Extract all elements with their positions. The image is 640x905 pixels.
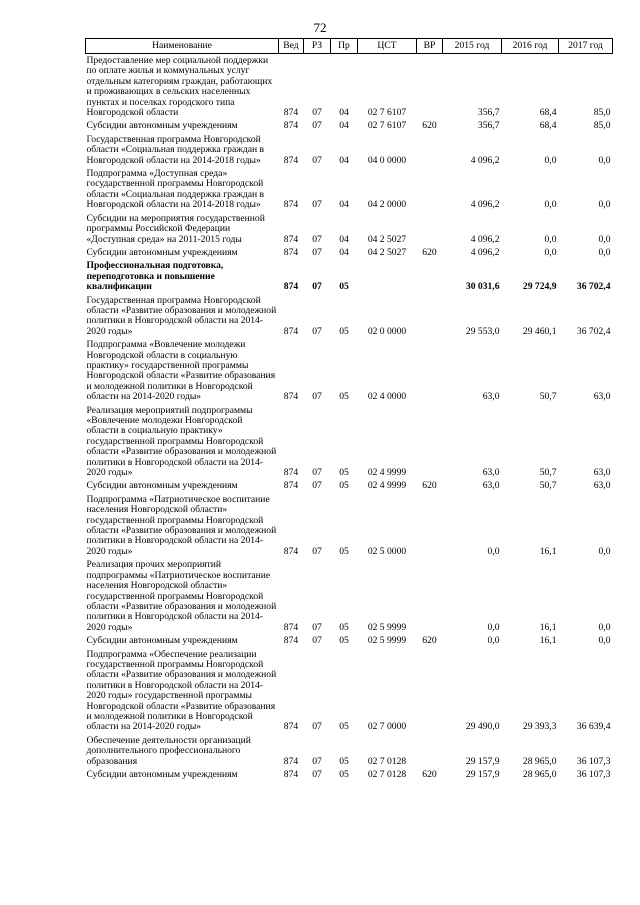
- cell-name: Подпрограмма «Обеспечение реализации государственной программы Новгородской области «Развитие образования и молодежной политики в Новгородской области на 2014-2020 годы» государственной программы Новгородской области «Развитие образования и молодежной политики в Новгородской области на 2014-2020 годы»: [86, 648, 277, 733]
- cell-cst: 02 7 0128: [367, 769, 407, 780]
- cell-2015: 63,0: [482, 480, 500, 492]
- cell-ved: 874: [283, 281, 299, 293]
- cell-cst: 04 2 5027: [367, 233, 407, 245]
- cell-vr: 620: [422, 635, 437, 647]
- cell-2016: 28 965,0: [522, 755, 557, 767]
- cell-vr: [417, 167, 443, 212]
- table-row: [86, 133, 613, 167]
- table-row: [86, 54, 613, 120]
- cell-name: Субсидии автономным учреждениям: [86, 480, 238, 492]
- cell-2016: 28 965,0: [522, 769, 557, 780]
- cell-cst: 02 5 9999: [367, 621, 407, 633]
- table-row: [86, 404, 613, 480]
- cell-2015: 63,0: [482, 467, 500, 479]
- table-row: [86, 294, 613, 339]
- cell-cst: 02 7 6107: [367, 107, 407, 119]
- cell-ved: 874: [283, 120, 299, 132]
- cell-2015: 0,0: [487, 635, 500, 647]
- cell-vr: 620: [422, 246, 437, 258]
- table-row: [86, 768, 613, 781]
- table-row: [86, 338, 613, 403]
- cell-pr: 05: [339, 325, 349, 337]
- cell-2015: 29 553,0: [465, 325, 500, 337]
- page-number: 72: [313, 20, 327, 35]
- cell-vr: [417, 294, 443, 339]
- cell-vr: 620: [422, 480, 437, 492]
- cell-2016: 29 460,1: [522, 325, 557, 337]
- cell-cst: 02 5 0000: [367, 545, 407, 557]
- cell-2015: 4 096,2: [470, 233, 500, 245]
- cell-pr: 05: [339, 755, 349, 767]
- cell-vr: [417, 212, 443, 246]
- header-name: Наименование: [86, 39, 279, 54]
- cell-2017: 0,0: [598, 233, 611, 245]
- cell-2016: 50,7: [539, 467, 557, 479]
- cell-ved: 874: [283, 246, 299, 258]
- cell-name: Государственная программа Новгородской области «Социальная поддержка граждан в Новгородской области на 2014-2018 годы»: [86, 133, 265, 166]
- cell-2016: 0,0: [544, 199, 557, 211]
- cell-2015: 29 157,9: [465, 755, 500, 767]
- cell-name: Реализация прочих мероприятий подпрограммы «Патриотическое воспитание населения Новгородской области» государственной программы Новгородской области «Развитие образования и молодежной политики в Новгородской области на 2014-2020 годы»: [86, 559, 277, 633]
- cell-pr: 04: [339, 233, 349, 245]
- cell-2016: 0,0: [544, 154, 557, 166]
- cell-2017: 63,0: [593, 480, 611, 492]
- cell-ved: 874: [283, 621, 299, 633]
- cell-pr: 05: [339, 545, 349, 557]
- cell-pr: 04: [339, 154, 349, 166]
- cell-vr: [417, 404, 443, 480]
- cell-cst: 02 0 0000: [367, 325, 407, 337]
- cell-2017: 36 702,4: [576, 325, 611, 337]
- cell-vr: [417, 259, 443, 293]
- cell-pr: 05: [339, 480, 349, 492]
- cell-2017: 85,0: [593, 107, 611, 119]
- cell-name: Профессиональная подготовка, переподготовка и повышение квалификации: [86, 260, 224, 293]
- cell-ved: 874: [283, 545, 299, 557]
- header-row: [86, 39, 613, 54]
- header-pr: Пр: [331, 39, 358, 54]
- table-row: [86, 634, 613, 647]
- cell-cst: 02 7 0000: [367, 721, 407, 733]
- header-rz: РЗ: [304, 39, 331, 54]
- cell-ved: 874: [283, 480, 299, 492]
- cell-vr: [417, 338, 443, 403]
- cell-ved: 874: [283, 233, 299, 245]
- cell-2015: 29 490,0: [465, 721, 500, 733]
- cell-2015: 4 096,2: [470, 246, 500, 258]
- cell-2017: 36 107,3: [576, 769, 611, 780]
- cell-cst: 02 4 9999: [367, 480, 407, 492]
- cell-name: Подпрограмма «Патриотическое воспитание населения Новгородской области» государственной программы Новгородской области «Развитие образования и молодежной политики в Новгородской области на 2014-2020 годы»: [86, 493, 277, 557]
- cell-2015: 356,7: [477, 120, 500, 132]
- cell-2017: 0,0: [598, 545, 611, 557]
- cell-rz: 07: [312, 721, 322, 733]
- cell-cst: 04 2 0000: [367, 199, 407, 211]
- cell-pr: 05: [339, 635, 349, 647]
- cell-pr: 04: [339, 199, 349, 211]
- cell-rz: 07: [312, 769, 322, 780]
- cell-ved: 874: [283, 199, 299, 211]
- cell-name: Подпрограмма «Вовлечение молодежи Новгородской области в социальную практику» государственной программы Новгородской области «Развитие образования и молодежной политики в Новгородской области на 2014-2020 годы»: [86, 339, 276, 403]
- table-row: [86, 259, 613, 293]
- cell-pr: 05: [339, 281, 349, 293]
- table-row: [86, 558, 613, 634]
- cell-vr: [417, 734, 443, 768]
- cell-2016: 68,4: [539, 107, 557, 119]
- cell-ved: 874: [283, 107, 299, 119]
- cell-rz: 07: [312, 755, 322, 767]
- header-vr: ВР: [417, 39, 443, 54]
- cell-2015: 0,0: [487, 621, 500, 633]
- cell-2016: 0,0: [544, 246, 557, 258]
- cell-2017: 63,0: [593, 391, 611, 403]
- cell-2016: 29 393,3: [522, 721, 557, 733]
- cell-rz: 07: [312, 120, 322, 132]
- cell-ved: 874: [283, 755, 299, 767]
- cell-vr: [417, 648, 443, 734]
- cell-2016: 16,1: [539, 635, 557, 647]
- table-row: [86, 479, 613, 492]
- cell-2016: 16,1: [539, 545, 557, 557]
- table-row: [86, 119, 613, 132]
- cell-vr: [417, 558, 443, 634]
- cell-rz: 07: [312, 545, 322, 557]
- table-row: [86, 648, 613, 734]
- cell-rz: 07: [312, 467, 322, 479]
- cell-2015: 4 096,2: [470, 199, 500, 211]
- cell-rz: 07: [312, 107, 322, 119]
- cell-rz: 07: [312, 391, 322, 403]
- table-row: [86, 734, 613, 768]
- header-2017: 2017 год: [559, 39, 613, 54]
- cell-2016: 29 724,9: [522, 281, 557, 293]
- header-2016: 2016 год: [502, 39, 559, 54]
- cell-2017: 0,0: [598, 635, 611, 647]
- cell-cst: 02 5 9999: [367, 635, 407, 647]
- cell-rz: 07: [312, 281, 322, 293]
- cell-2015: 356,7: [477, 107, 500, 119]
- cell-cst: 02 7 6107: [367, 120, 407, 132]
- cell-2017: 0,0: [598, 154, 611, 166]
- table-row: [86, 493, 613, 558]
- cell-pr: 05: [339, 391, 349, 403]
- cell-2015: 0,0: [487, 545, 500, 557]
- cell-rz: 07: [312, 635, 322, 647]
- table-body: [86, 54, 613, 782]
- cell-pr: 04: [339, 107, 349, 119]
- cell-rz: 07: [312, 480, 322, 492]
- header-ved: Вед: [279, 39, 304, 54]
- cell-rz: 07: [312, 621, 322, 633]
- cell-2016: 50,7: [539, 391, 557, 403]
- cell-2015: 30 031,6: [465, 281, 500, 293]
- cell-name: Обеспечение деятельности организаций дополнительного профессионального образования: [86, 734, 251, 767]
- cell-2016: 16,1: [539, 621, 557, 633]
- cell-rz: 07: [312, 325, 322, 337]
- header-cst: ЦСТ: [358, 39, 417, 54]
- cell-cst: 02 4 9999: [367, 467, 407, 479]
- cell-pr: 05: [339, 621, 349, 633]
- cell-rz: 07: [312, 233, 322, 245]
- cell-2015: 63,0: [482, 391, 500, 403]
- cell-cst: 04 2 5027: [367, 246, 407, 258]
- table-row: [86, 212, 613, 246]
- cell-name: Субсидии автономным учреждениям: [86, 635, 238, 647]
- cell-pr: 05: [339, 721, 349, 733]
- cell-pr: 04: [339, 246, 349, 258]
- cell-2017: 36 107,3: [576, 755, 611, 767]
- cell-cst: 04 0 0000: [367, 154, 407, 166]
- header-2015: 2015 год: [443, 39, 502, 54]
- cell-2015: 4 096,2: [470, 154, 500, 166]
- cell-vr: [417, 493, 443, 558]
- cell-name: Субсидии автономным учреждениям: [86, 246, 238, 258]
- table-row: [86, 246, 613, 259]
- cell-name: Субсидии автономным учреждениям: [86, 769, 238, 780]
- table-row: [86, 167, 613, 212]
- cell-name: Подпрограмма «Доступная среда» государственной программы Новгородской области «Социальная поддержка граждан в Новгородской области на 2014-2018 годы»: [86, 168, 265, 211]
- cell-2017: 85,0: [593, 120, 611, 132]
- cell-2017: 0,0: [598, 199, 611, 211]
- cell-2016: 0,0: [544, 233, 557, 245]
- cell-vr: [417, 133, 443, 167]
- cell-pr: 04: [339, 120, 349, 132]
- cell-2017: 63,0: [593, 467, 611, 479]
- cell-2016: 50,7: [539, 480, 557, 492]
- cell-cst: 02 7 0128: [367, 755, 407, 767]
- budget-table: [85, 38, 613, 781]
- cell-ved: 874: [283, 769, 299, 780]
- cell-2017: 0,0: [598, 621, 611, 633]
- cell-vr: [417, 54, 443, 120]
- cell-cst: [358, 259, 417, 293]
- cell-name: Субсидии на мероприятия государственной программы Российской Федерации «Доступная среда» на 2011-2015 годы: [86, 212, 265, 245]
- cell-2015: 29 157,9: [465, 769, 500, 780]
- cell-ved: 874: [283, 635, 299, 647]
- cell-ved: 874: [283, 154, 299, 166]
- cell-ved: 874: [283, 325, 299, 337]
- cell-rz: 07: [312, 246, 322, 258]
- cell-pr: 05: [339, 467, 349, 479]
- cell-rz: 07: [312, 154, 322, 166]
- cell-vr: 620: [422, 120, 437, 132]
- cell-ved: 874: [283, 467, 299, 479]
- cell-name: Субсидии автономным учреждениям: [86, 120, 238, 132]
- cell-cst: 02 4 0000: [367, 391, 407, 403]
- cell-name: Предоставление мер социальной поддержки по оплате жилья и коммунальных услуг отдельным категориям граждан, работающих и проживающих в сельских населенных пунктах и поселках городского типа Новгородской области: [86, 55, 273, 119]
- cell-2017: 36 702,4: [576, 281, 611, 293]
- cell-rz: 07: [312, 199, 322, 211]
- cell-name: Государственная программа Новгородской области «Развитие образования и молодежной политики в Новгородской области на 2014-2020 годы»: [86, 294, 277, 337]
- cell-ved: 874: [283, 391, 299, 403]
- cell-2017: 0,0: [598, 246, 611, 258]
- cell-vr: 620: [422, 769, 437, 780]
- cell-ved: 874: [283, 721, 299, 733]
- cell-name: Реализация мероприятий подпрограммы «Вовлечение молодежи Новгородской области в социальную практику» государственной программы Новгородской области «Развитие образования и молодежной политики в Новгородской области на 2014-2020 годы»: [86, 404, 277, 479]
- cell-pr: 05: [339, 769, 349, 780]
- cell-2016: 68,4: [539, 120, 557, 132]
- cell-2017: 36 639,4: [576, 721, 611, 733]
